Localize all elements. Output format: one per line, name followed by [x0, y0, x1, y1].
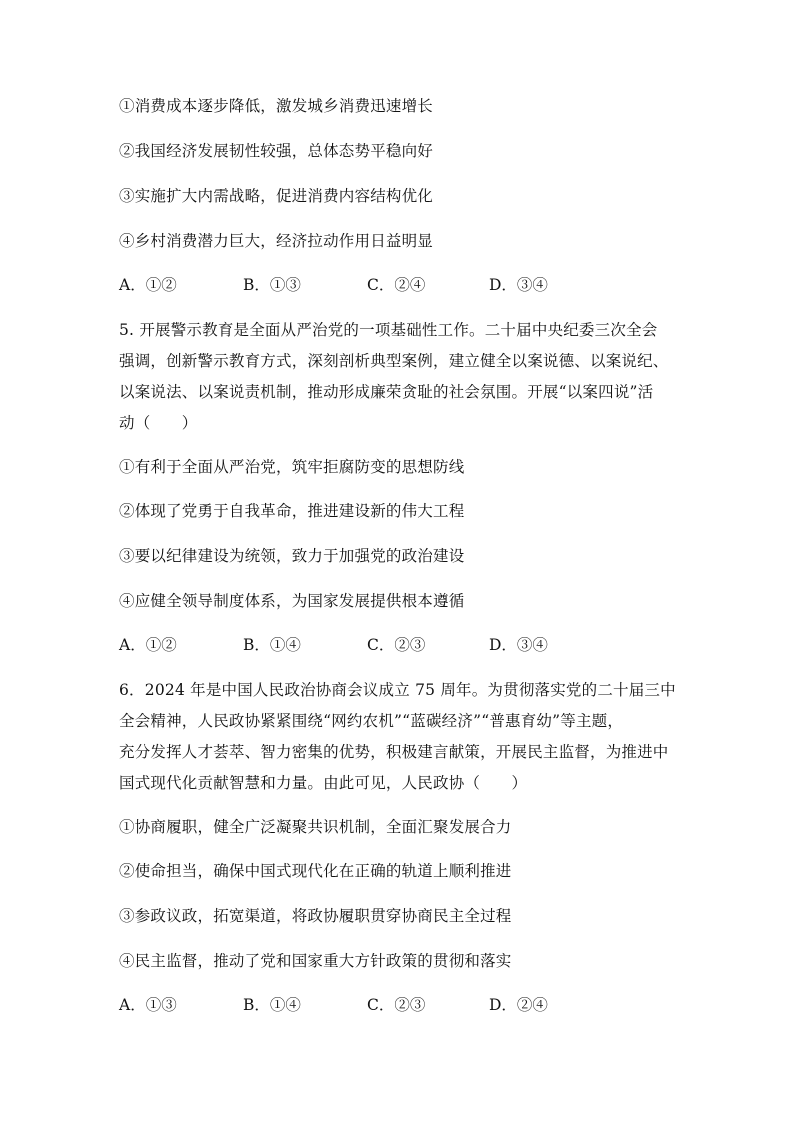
q4-option-b: B．①③: [243, 276, 301, 294]
q6-stem-line-2: 全会精神，人民政协紧紧围绕“网约农机”“蓝碳经济”“普惠育幼”等主题，: [119, 712, 624, 730]
q6-stem-line-1: 6．2024 年是中国人民政治协商会议成立 75 周年。为贯彻落实党的二十届三中: [119, 681, 676, 699]
q4-choice-3: ③实施扩大内需战略，促进消费内容结构优化: [119, 187, 434, 205]
q5-stem-line-3: 以案说法、以案说责机制，推动形成廉荣贪耻的社会氛围。开展“以案四说”活: [119, 383, 654, 401]
q6-stem-line-3: 充分发挥人才荟萃、智力密集的优势，积极建言献策，开展民主监督，为推进中: [119, 743, 669, 761]
q6-option-a: A．①③: [119, 996, 177, 1014]
q5-choice-2: ②体现了党勇于自我革命，推进建设新的伟大工程: [119, 502, 465, 520]
q5-stem-line-4: 动（ ）: [119, 414, 198, 432]
q6-option-c: C．②③: [367, 996, 426, 1014]
q6-stem-line-4: 国式现代化贡献智慧和力量。由此可见，人民政协（ ）: [119, 774, 528, 792]
q5-option-b: B．①④: [243, 636, 301, 654]
q4-option-c: C．②④: [367, 276, 426, 294]
q4-option-d: D．③④: [489, 276, 548, 294]
q5-option-a: A．①②: [119, 636, 177, 654]
q5-option-c: C．②③: [367, 636, 426, 654]
q6-choice-2: ②使命担当，确保中国式现代化在正确的轨道上顺利推进: [119, 862, 512, 880]
q5-stem-line-1: 5. 开展警示教育是全面从严治党的一项基础性工作。二十届中央纪委三次全会: [119, 321, 658, 339]
q4-choice-1: ①消费成本逐步降低，激发城乡消费迅速增长: [119, 97, 434, 115]
q4-option-a: A．①②: [119, 276, 177, 294]
q5-choice-4: ④应健全领导制度体系，为国家发展提供根本遵循: [119, 592, 465, 610]
q6-choice-1: ①协商履职，健全广泛凝聚共识机制，全面汇聚发展合力: [119, 818, 512, 836]
q6-option-d: D．②④: [489, 996, 548, 1014]
q6-choice-3: ③参政议政，拓宽渠道，将政协履职贯穿协商民主全过程: [119, 907, 512, 925]
q5-choice-1: ①有利于全面从严治党，筑牢拒腐防变的思想防线: [119, 458, 465, 476]
q6-option-b: B．①④: [243, 996, 301, 1014]
q5-stem-line-2: 强调，创新警示教育方式，深刻剖析典型案例，建立健全以案说德、以案说纪、: [119, 352, 669, 370]
q4-choice-4: ④乡村消费潜力巨大，经济拉动作用日益明显: [119, 232, 434, 250]
q6-choice-4: ④民主监督，推动了党和国家重大方针政策的贯彻和落实: [119, 952, 512, 970]
q5-choice-3: ③要以纪律建设为统领，致力于加强党的政治建设: [119, 547, 465, 565]
q4-choice-2: ②我国经济发展韧性较强，总体态势平稳向好: [119, 142, 434, 160]
q5-option-d: D．③④: [489, 636, 548, 654]
